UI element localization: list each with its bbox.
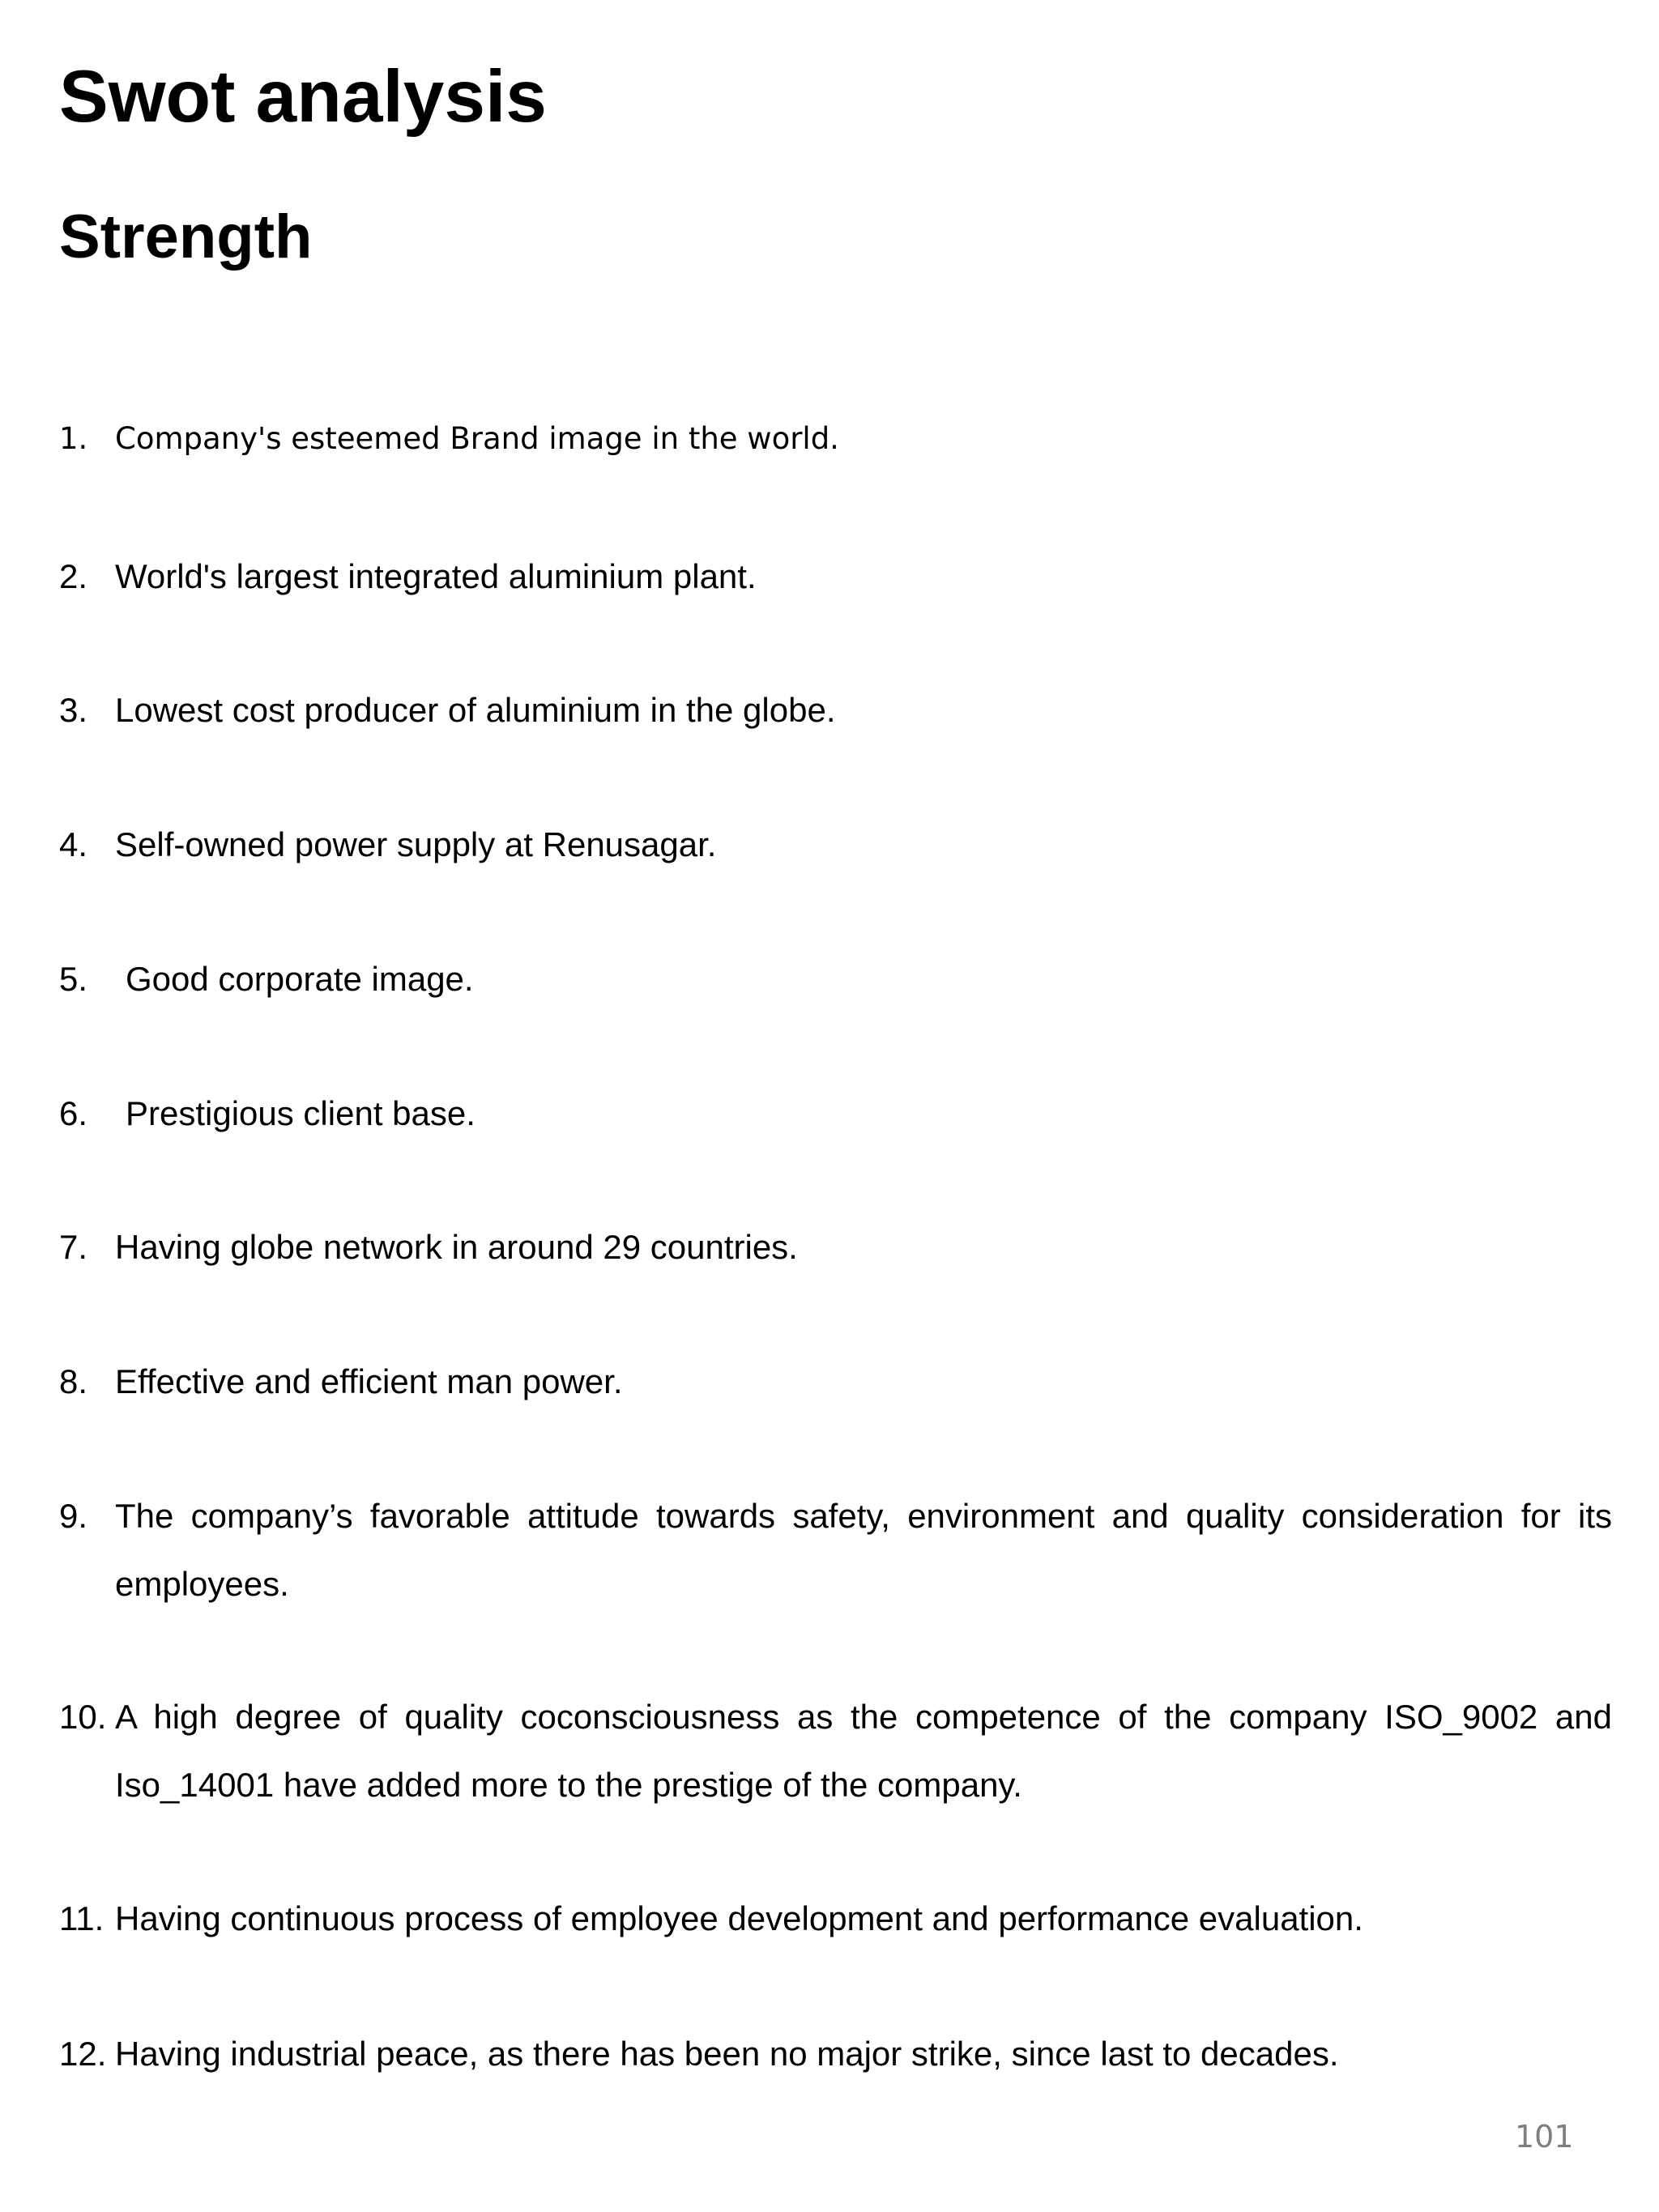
list-item-text: Good corporate image. [126,960,474,998]
list-item-text: The company’s favorable attitude towards safety, environment and quality consideration for its employees. [115,1497,1612,1603]
list-item-number: 3. [59,691,88,729]
list-item-text: Having globe network in around 29 countries. [115,1228,798,1266]
list-item-text: Prestigious client base. [126,1094,476,1132]
list-item [59,1482,1612,1618]
list-item-number: 9. [59,1497,88,1535]
list-item [59,1080,1612,1148]
list-item-number: 7. [59,1228,88,1266]
list-item [59,945,1612,1013]
page-title: Swot analysis [59,56,547,138]
list-item-number: 11. [59,1899,104,1937]
list-item [59,676,1612,744]
list-item [59,1213,1612,1281]
list-item-text: Company's esteemed Brand image in the world. [115,421,839,456]
list-item [59,811,1612,879]
list-item-number: 6. [59,1094,88,1132]
section-heading-strength: Strength [59,202,313,271]
list-item-text: Having continuous process of employee development and performance evaluation. [115,1899,1363,1937]
list-item-text: Having industrial peace, as there has been no major strike, since last to decades. [115,2035,1339,2073]
list-item-number: 1. [59,421,88,456]
list-item [59,543,1612,611]
list-item-text: Lowest cost producer of aluminium in the globe. [115,691,836,729]
list-item-number: 2. [59,557,88,595]
list-item-number: 10. [59,1698,107,1736]
list-item-number: 5. [59,960,88,998]
list-item [59,1885,1612,1953]
list-item-text: World's largest integrated aluminium plant. [115,557,757,595]
list-item-number: 8. [59,1362,88,1400]
page-number: 101 [1515,2119,1574,2154]
list-item [59,1348,1612,1416]
list-item-text: Effective and efficient man power. [115,1362,623,1400]
list-item [59,2020,1612,2088]
list-item-text: Self-owned power supply at Renusagar. [115,825,717,863]
list-item [59,1683,1612,1819]
list-item-text: A high degree of quality coconsciousness as the competence of the company ISO_9002 and Iso_14001 have added more to the prestige of the company. [115,1698,1612,1804]
list-item-number: 12. [59,2035,107,2073]
list-item [59,405,1612,473]
list-item-number: 4. [59,825,88,863]
